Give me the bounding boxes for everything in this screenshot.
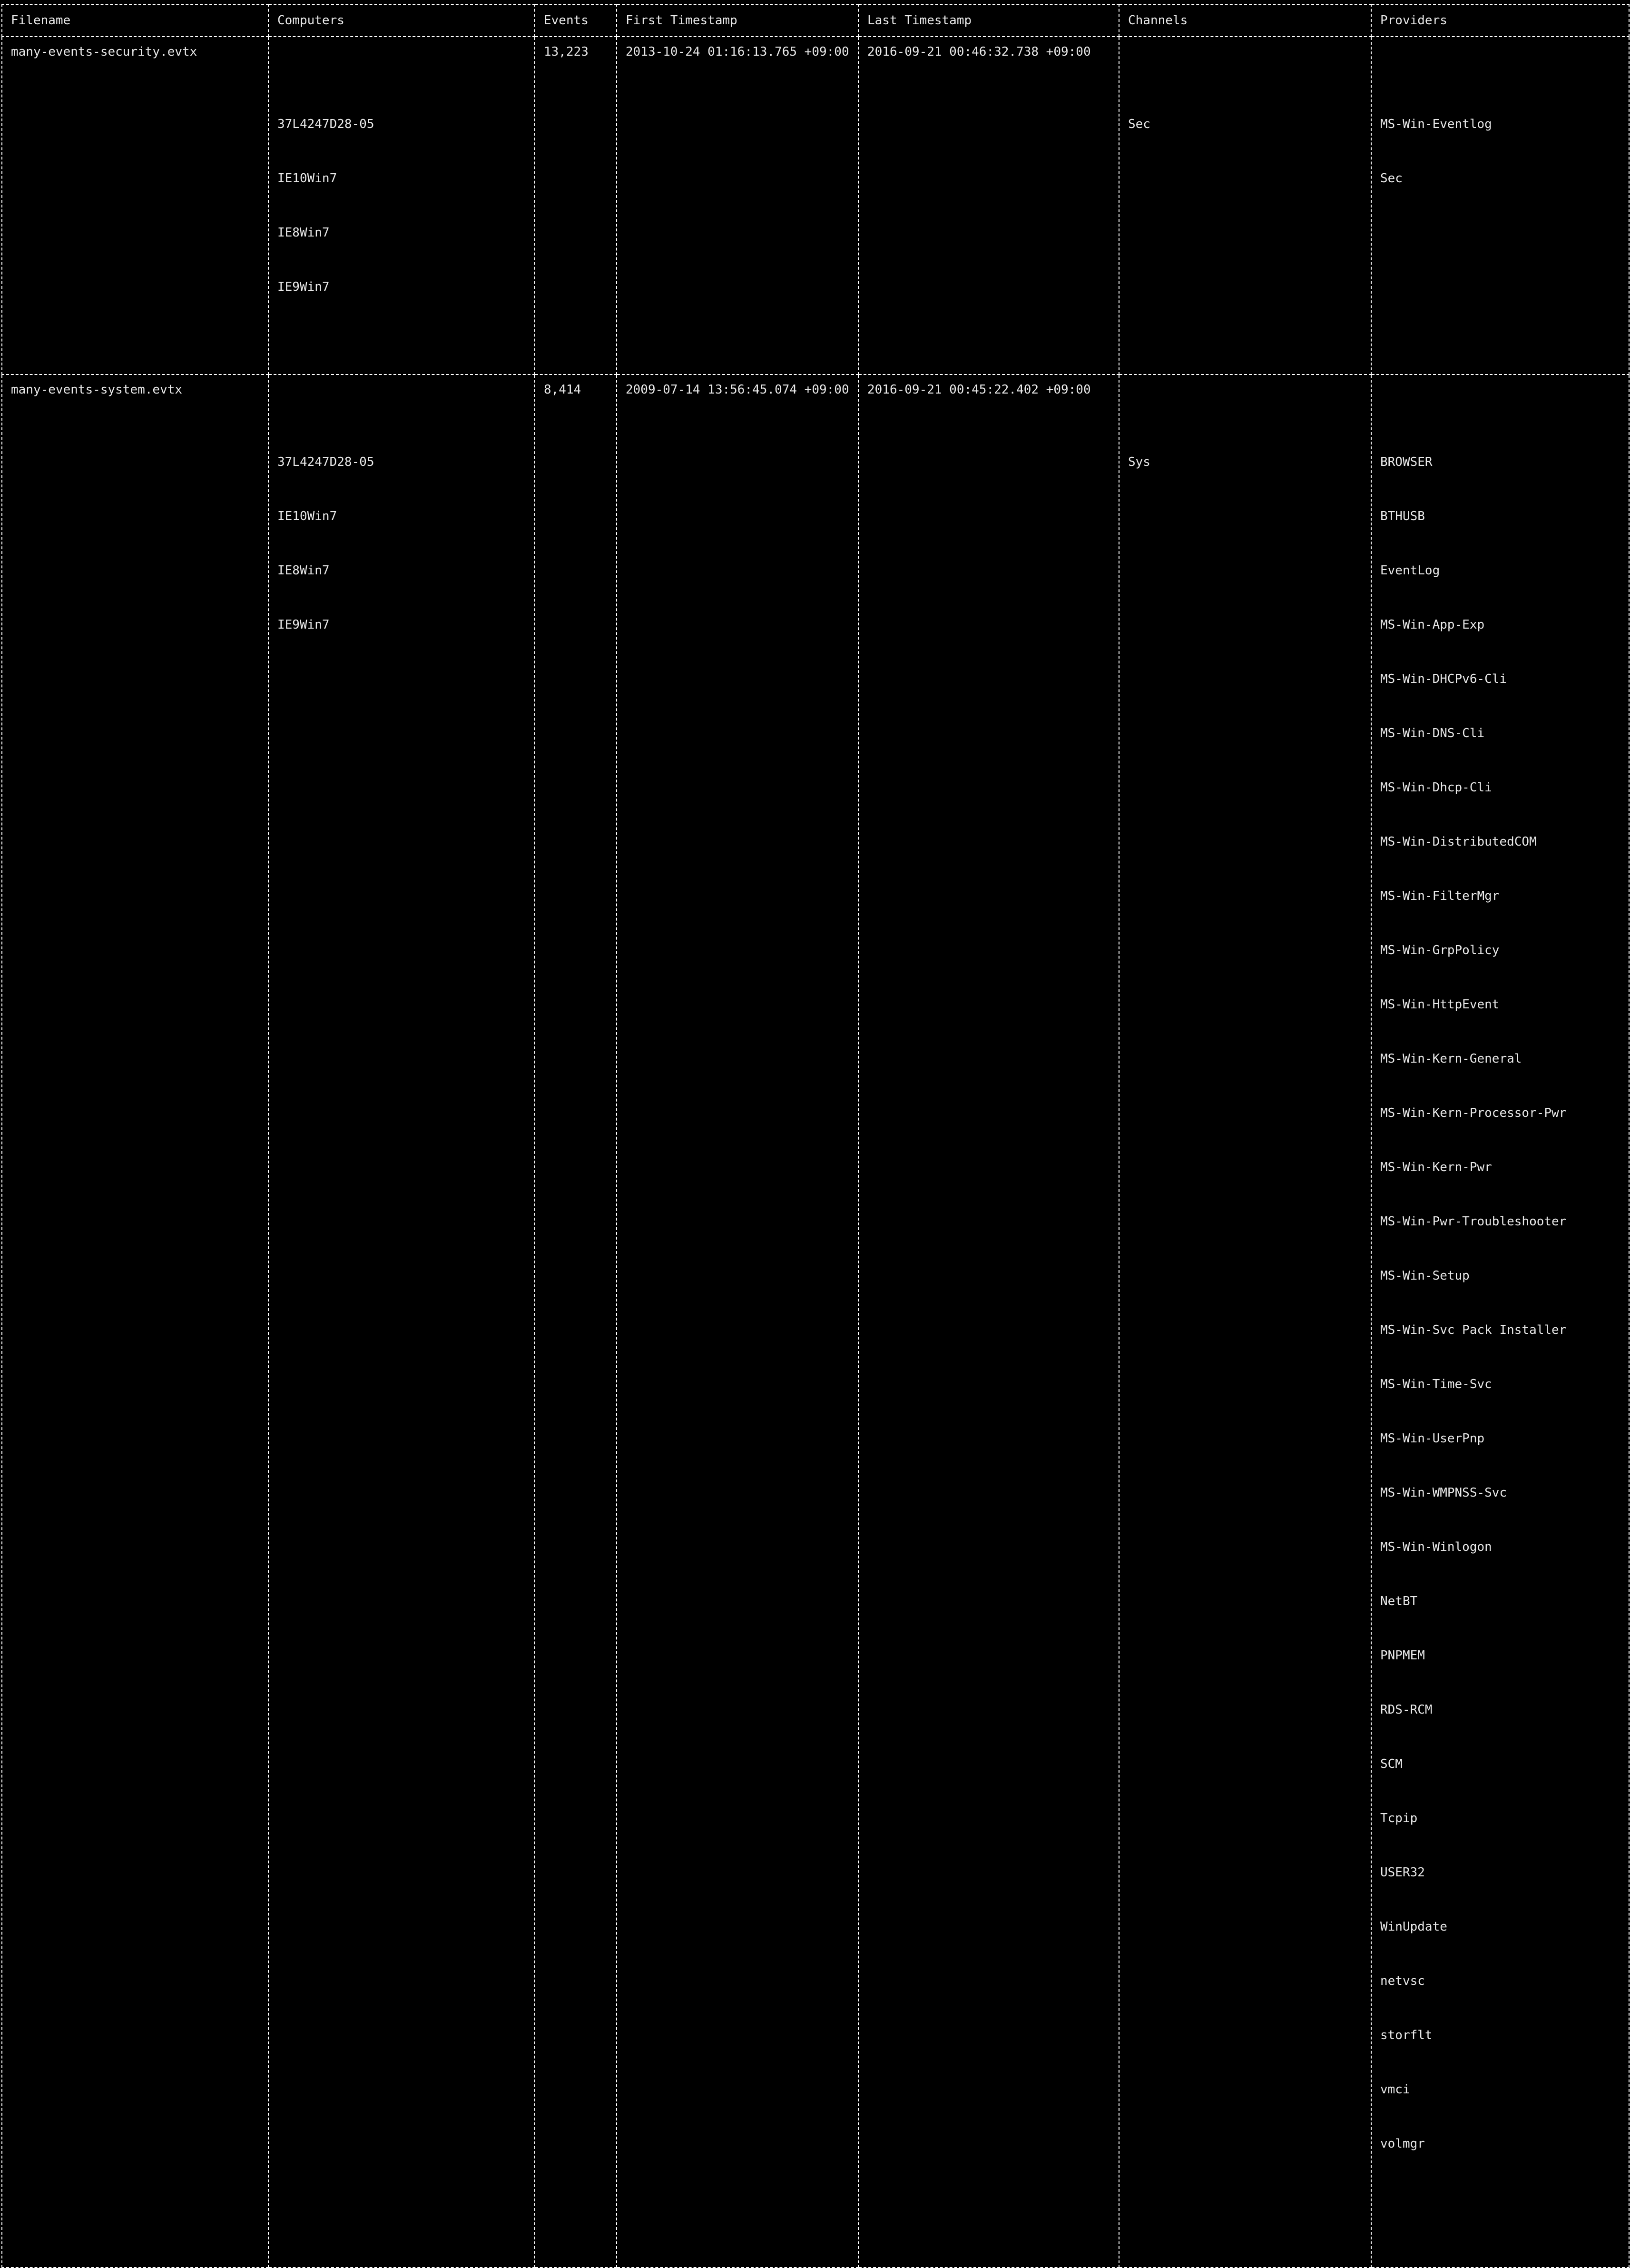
list-item: EventLog xyxy=(1380,563,1440,578)
list-item: 37L4247D28-05 xyxy=(277,117,374,131)
list-item: IE9Win7 xyxy=(277,618,330,632)
channels-list xyxy=(1128,79,1371,169)
list-item: MS-Win-Kern-Processor-Pwr xyxy=(1380,1106,1567,1120)
list-item: IE10Win7 xyxy=(277,509,337,523)
list-item: MS-Win-UserPnp xyxy=(1380,1431,1485,1446)
list-item: storflt xyxy=(1380,2028,1433,2042)
list-item: MS-Win-WMPNSS-Svc xyxy=(1380,1486,1507,1500)
list-item: MS-Win-App-Exp xyxy=(1380,618,1485,632)
cell-last-timestamp: 2016-09-21 00:45:22.402 +09:00 xyxy=(858,375,1119,2268)
cell-events: 13,223 xyxy=(535,37,617,375)
providers-list xyxy=(1380,79,1629,224)
cell-computers xyxy=(268,37,535,375)
cell-channels xyxy=(1119,37,1371,375)
list-item: BTHUSB xyxy=(1380,509,1425,523)
cell-filename: many-events-security.evtx xyxy=(2,37,268,375)
cell-providers xyxy=(1371,375,1629,2268)
list-item: MS-Win-DHCPv6-Cli xyxy=(1380,672,1507,686)
list-item: volmgr xyxy=(1380,2137,1425,2151)
list-item: NetBT xyxy=(1380,1594,1418,1608)
column-header-filename: Filename xyxy=(2,4,268,37)
list-item: MS-Win-FilterMgr xyxy=(1380,889,1500,903)
list-item: Sec xyxy=(1380,171,1403,186)
cell-channels xyxy=(1119,375,1371,2268)
computers-list xyxy=(277,417,534,670)
column-header-channels: Channels xyxy=(1119,4,1371,37)
table-row xyxy=(2,375,1629,2268)
list-item: BROWSER xyxy=(1380,455,1433,469)
list-item: MS-Win-GrpPolicy xyxy=(1380,943,1500,957)
list-item: IE9Win7 xyxy=(277,280,330,294)
column-header-events: Events xyxy=(535,4,617,37)
list-item: Sys xyxy=(1128,455,1150,469)
list-item: Tcpip xyxy=(1380,1811,1418,1825)
cell-providers xyxy=(1371,37,1629,375)
list-item: MS-Win-DNS-Cli xyxy=(1380,726,1485,740)
list-item: WinUpdate xyxy=(1380,1920,1447,1934)
column-header-computers: Computers xyxy=(268,4,535,37)
list-item: 37L4247D28-05 xyxy=(277,455,374,469)
list-item: MS-Win-Winlogon xyxy=(1380,1540,1492,1554)
list-item: Sec xyxy=(1128,117,1150,131)
list-item: MS-Win-DistributedCOM xyxy=(1380,835,1537,849)
evtx-summary-table-wrapper xyxy=(1,4,1630,2268)
list-item: USER32 xyxy=(1380,1865,1425,1880)
evtx-summary-table xyxy=(1,4,1630,2268)
list-item: vmci xyxy=(1380,2082,1410,2097)
table-row xyxy=(2,37,1629,375)
list-item: IE8Win7 xyxy=(277,226,330,240)
list-item: MS-Win-Setup xyxy=(1380,1269,1470,1283)
cell-events: 8,414 xyxy=(535,375,617,2268)
column-header-first-timestamp: First Timestamp xyxy=(617,4,858,37)
table-body xyxy=(2,37,1629,2268)
column-header-providers: Providers xyxy=(1371,4,1629,37)
providers-list xyxy=(1380,417,1629,2225)
list-item: netvsc xyxy=(1380,1974,1425,1988)
channels-list xyxy=(1128,417,1371,507)
list-item: IE8Win7 xyxy=(277,563,330,578)
table-header-row xyxy=(2,4,1629,37)
cell-first-timestamp: 2009-07-14 13:56:45.074 +09:00 xyxy=(617,375,858,2268)
list-item: MS-Win-Time-Svc xyxy=(1380,1377,1492,1391)
list-item: MS-Win-Pwr-Troubleshooter xyxy=(1380,1214,1567,1229)
list-item: MS-Win-Svc Pack Installer xyxy=(1380,1323,1567,1337)
list-item: MS-Win-Kern-General xyxy=(1380,1052,1522,1066)
list-item: MS-Win-Eventlog xyxy=(1380,117,1492,131)
cell-computers xyxy=(268,375,535,2268)
cell-filename: many-events-system.evtx xyxy=(2,375,268,2268)
cell-last-timestamp: 2016-09-21 00:46:32.738 +09:00 xyxy=(858,37,1119,375)
column-header-last-timestamp: Last Timestamp xyxy=(858,4,1119,37)
list-item: MS-Win-HttpEvent xyxy=(1380,997,1500,1012)
list-item: MS-Win-Kern-Pwr xyxy=(1380,1160,1492,1174)
list-item: SCM xyxy=(1380,1757,1403,1771)
cell-first-timestamp: 2013-10-24 01:16:13.765 +09:00 xyxy=(617,37,858,375)
list-item: MS-Win-Dhcp-Cli xyxy=(1380,780,1492,795)
list-item: PNPMEM xyxy=(1380,1648,1425,1663)
list-item: IE10Win7 xyxy=(277,171,337,186)
computers-list xyxy=(277,79,534,332)
list-item: RDS-RCM xyxy=(1380,1703,1433,1717)
